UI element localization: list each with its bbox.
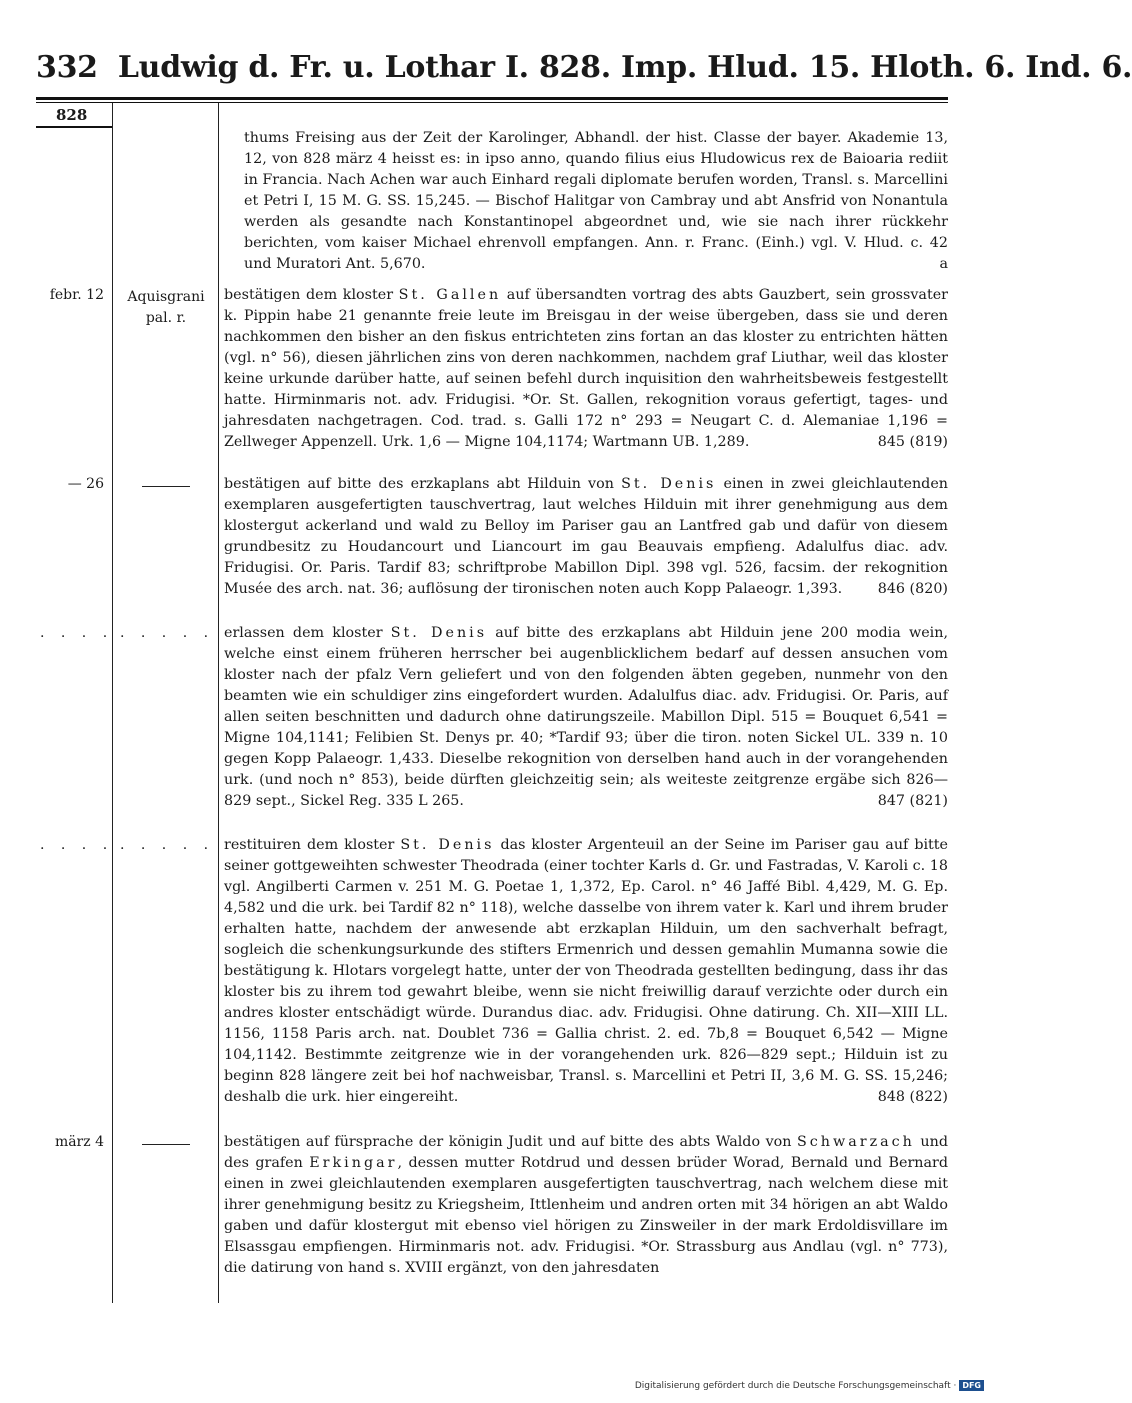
header-rule [36,97,948,100]
entry-ref: 846 (820) [877,581,948,597]
entry-place: Aquisgrani pal. r. [127,289,205,326]
entry-place-emph: St. Denis [390,625,488,641]
dfg-logo: DFG [959,1380,984,1391]
entry-text [244,128,948,275]
place-ditto-dash [142,486,190,487]
entry-ref: 847 (821) [877,793,948,809]
entry-body: thums Freising aus der Zeit der Karolinger, Abhandl. der hist. Classe der bayer. Akademie 13, 12, von 828 märz 4 heisst es: in ipso anno, quando filius eius Hludowicus rex de Baioaria rediit in Francia. Nach Achen war auch Einhard regali diplomate berufen worden, Transl. s. Marcellini et Petri I, 15 M. G. SS. 15,245. — Bischof Halitgar von Cambray und abt Ansfrid von Nonantula werden als gesandte nach Konstantinopel abgeordnet und, wie sie nach ihrer rückkehr berichten, vom kaiser Michael ehrenvoll empfangen. Ann. r. Franc. (Einh.) vgl. V. Hlud. c. 42 und Muratori Ant. 5,670. [244,130,948,272]
entry-body: , dessen mutter Rotdrud und dessen brüder Worad, Bernald und Bernard einen in zwei gleichlautenden exemplaren ausgefertigten tauschvertrag, nach welchem diese mit ihrer genehmigung besitz zu Kriegsheim, Ittlenheim und andren orten mit 34 hörigen an abt Waldo gaben und dafür klostergut mit ebenso viel hörigen zu Zinsweiler in der mark Erdoldisvillare im Elsassgau empfiengen. Hirminmaris not. adv. Fridugisi. *Or. Strassburg aus Andlau (vgl. n° 773), die datirung von hand s. XVIII ergänzt, von den jahresdaten [224,1155,948,1276]
entry-body: das kloster Argenteuil an der Seine im Pariser gau auf bitte seiner gottgeweihten schwester Theodrada (einer tochter Karls d. Gr. und Fastradas, V. Karoli c. 18 vgl. Angilberti Carmen v. 251 M. G. Poetae 1, 1,372, Ep. Carol. n° 46 Jaffé Bibl. 4,429, M. G. Ep. 4,582 und die urk. bei Tardif 82 n° 118), welche dasselbe von ihrem vater k. Karl und ihrem bruder erhalten hatte, nachdem der anwesende abt erzkaplan Hilduin, um den sachverhalt befragt, sogleich die schenkungsurkunde des stifters Ermenrich und dessen gemahlin Mumanna sowie die bestätigung k. Hlotars vorgelegt hatte, unter der von Theodrada gestellten bedingung, dass ihr das kloster bis zu ihrem tod gewahrt bleibe, wenn sie nicht freiwillig darauf verzichte oder durch ein andres kloster entschädigt würde. Durandus diac. adv. Fridugisi. Ohne datirung. Ch. XII—XIII LL. 1156, 1158 Paris arch. nat. Doublet 736 = Gallia christ. 2. ed. 7b,8 = Bouquet 6,542 — Migne 104,1142. Bestimmte zeitgrenze wie in der vorangehenden urk. 826—829 sept.; Hilduin ist zu beginn 828 längere zeit bei hof nachweisbar, Transl. s. Marcellini et Petri II, 3,6 M. G. SS. 15,246; deshalb die urk. hier eingereiht. [224,837,948,1105]
entry-place-emph: Schwarzach [797,1134,915,1150]
entry-place: . . . . . [120,837,215,853]
entry-body: auf übersandten vortrag des abts Gauzbert, sein grossvater k. Pippin habe 21 genannte freie leute im Breisgau in der weise übergeben, dass sie und deren nachkommen den bisher an den fiskus entrichteten zins fortan an das kloster zu entrichten hätten (vgl. n° 56), diesen jährlichen zins von deren nachkommen, nachdem graf Liuthar, weil das kloster keine urkunde darüber hatte, auf seinen befehl durch inquisition den wahrheitsbeweis festgestellt hatte. Hirminmaris not. adv. Fridugisi. *Or. St. Gallen, rekognition voraus gefertigt, tages- und jahresdaten nachgetragen. Cod. trad. s. Galli 172 n° 293 = Neugart C. d. Alemaniae 1,196 = Zellweger Appenzell. Urk. 1,6 — Migne 104,1174; Wartmann UB. 1,289. [224,287,948,450]
entry-text [224,835,948,1108]
page-number: 332 [36,50,98,85]
entry-body: restituiren dem kloster [224,837,401,853]
entry-body: erlassen dem kloster [224,625,391,641]
place-ditto-dash [142,1144,190,1145]
page-header [36,50,1132,85]
entry-date: — 26 [67,476,104,492]
entry-ref: 845 (819) [877,434,948,450]
year-label: 828 [56,106,88,124]
entry-text [224,1132,948,1279]
entry-body: und des grafen [224,1134,948,1171]
entry-person-emph: Erkingar [309,1155,398,1171]
footer-text: Digitalisierung gefördert durch die Deutsche Forschungsgemeinschaft · [634,1381,957,1391]
entry-place-emph: St. Denis [400,837,495,853]
entry-ref: 848 (822) [877,1089,948,1105]
entry-place-emph: St. Gallen [398,287,502,303]
header-rule-thin [36,102,948,103]
year-underline [36,126,112,128]
entry-text [224,285,948,453]
entry-body: bestätigen auf fürsprache der königin Judit und auf bitte des abts Waldo von [224,1134,797,1150]
entry-body: bestätigen dem kloster [224,287,399,303]
entry-body: auf bitte des erzkaplans abt Hilduin jene 200 modia wein, welche einst einem früheren herrscher bei augenblicklichem bedarf auf dessen ansuchen vom kloster nach der pfalz Vern geliefert und von den folgenden äbten gegeben, nunmehr von den beamten wie ein schuldiger zins eingefordert wurden. Adalulfus diac. adv. Fridugisi. Or. Paris, auf allen seiten beschnitten und dadurch ohne datirungszeile. Mabillon Dipl. 515 = Bouquet 6,541 = Migne 104,1141; Felibien St. Denys pr. 40; *Tardif 93; über die tiron. noten Sickel UL. 339 n. 10 gegen Kopp Palaeogr. 1,433. Dieselbe rekognition von derselben hand auch in der vorangehenden urk. (und noch n° 853), beide dürften gleichzeitig sein; als weiteste zeitgrenze ergäbe sich 826—829 sept., Sickel Reg. 335 L 265. [224,625,948,809]
entry-place-emph: St. Denis [621,476,717,492]
page-title: Ludwig d. Fr. u. Lothar I. 828. Imp. Hlud. 15. Hloth. 6. Ind. 6. [117,50,1132,85]
entry-text [224,623,948,812]
column-divider-date [112,103,113,1303]
digitization-footer [635,1380,984,1391]
entry-date: . . . . [40,625,114,641]
entry-body: bestätigen auf bitte des erzkaplans abt Hilduin von [224,476,622,492]
entry-date: märz 4 [54,1134,104,1150]
entry-date: . . . . [40,837,114,853]
entry-place: . . . . . [120,625,215,641]
entry-text [224,474,948,600]
column-divider-place [218,103,219,1303]
entry-date: febr. 12 [49,287,104,303]
entry-body: einen in zwei gleichlautenden exemplaren ausgefertigten tauschvertrag, laut welches Hilduin mit ihrer genehmigung aus dem klostergut ackerland und wald zu Belloy im Pariser gau an Lantfred gab und dafür von diesem grundbesitz zu Houdancourt und Liancourt im gau Beauvais empfieng. Adalulfus diac. adv. Fridugisi. Or. Paris. Tardif 83; schriftprobe Mabillon Dipl. 398 vgl. 526, facsim. der rekognition Musée des arch. nat. 36; auflösung der tironischen noten auch Kopp Palaeogr. 1,393. [224,476,948,597]
entry-ref: a [939,256,948,272]
